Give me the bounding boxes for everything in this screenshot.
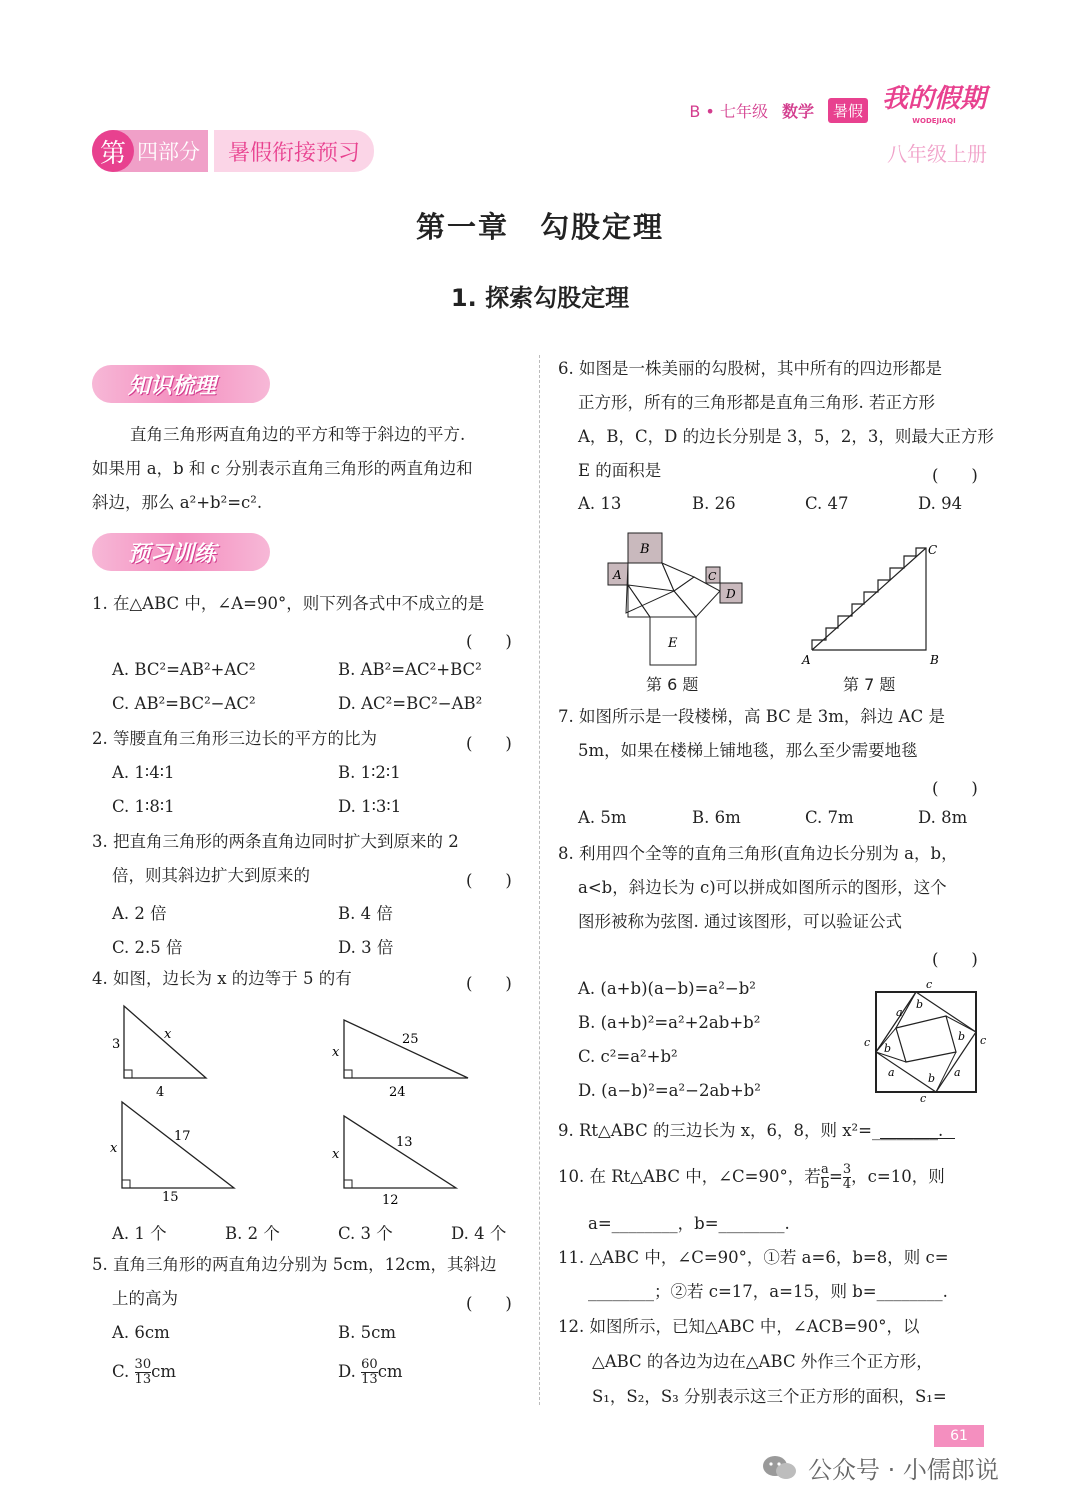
part-subtitle: 暑假衔接预习 <box>214 130 374 172</box>
q10-stem: 10. 在 Rt△ABC 中，∠C=90°，若 $\frac{a}{b}$ = $\frac{3}{4}$ ，c=10，则 <box>558 1162 945 1192</box>
part-label <box>92 130 208 172</box>
svg-text:E: E <box>668 636 678 651</box>
page-number: 61 <box>934 1425 984 1447</box>
svg-text:c: c <box>920 1092 927 1105</box>
q9-answer-blank[interactable] <box>880 1138 955 1139</box>
t3-side-c: 17 <box>174 1129 191 1144</box>
svg-text:D: D <box>726 587 736 601</box>
q6-caption: 第 6 题 <box>646 675 699 694</box>
knowledge-text-1: 直角三角形两直角边的平方和等于斜边的平方. <box>130 425 466 444</box>
q12-stem-1: 12. 如图所示，已知△ABC 中，∠ACB=90°，以 <box>558 1317 920 1336</box>
t2-side-c: 25 <box>402 1032 419 1047</box>
q3-option-a[interactable]: A. 2 倍 <box>112 904 167 923</box>
q3-option-b[interactable]: B. 4 倍 <box>338 904 393 923</box>
q10-line-2[interactable]: a=________，b=________. <box>588 1214 790 1233</box>
part-rest: 四部分 <box>137 140 200 164</box>
t3-side-a: x <box>110 1141 118 1156</box>
q2-stem: 2. 等腰直角三角形三边长的平方的比为 <box>92 729 377 748</box>
triangle-2 <box>332 1020 468 1100</box>
q11-stem-2[interactable]: ________；②若 c=17，a=15，则 b=________. <box>588 1282 948 1301</box>
svg-text:c: c <box>926 978 933 991</box>
part-big-char: 第 <box>92 130 134 172</box>
grade-label: B • 七年级 <box>689 101 768 121</box>
svg-text:c: c <box>980 1034 987 1047</box>
q7-stem-1: 7. 如图所示是一段楼梯，高 BC 是 3m，斜边 AC 是 <box>558 707 945 726</box>
q7-option-b[interactable]: B. 6m <box>692 808 741 827</box>
t4-side-c: 13 <box>396 1135 413 1150</box>
q2-option-b[interactable]: B. 1∶2∶1 <box>338 763 401 782</box>
q8-stem-3: 图形被称为弦图. 通过该图形，可以验证公式 <box>578 912 902 931</box>
q6-option-a[interactable]: A. 13 <box>578 494 622 513</box>
q6-stem-1: 6. 如图是一株美丽的勾股树，其中所有的四边形都是 <box>558 359 942 378</box>
svg-text:b: b <box>916 998 924 1011</box>
q7-caption: 第 7 题 <box>843 675 896 694</box>
q4-triangles-figure <box>100 1000 530 1215</box>
chapter-title: 第一章 勾股定理 <box>415 210 664 244</box>
triangle-3 <box>110 1102 234 1205</box>
svg-text:c: c <box>864 1036 871 1049</box>
q1-option-d[interactable]: D. AC²=BC²−AB² <box>338 694 483 713</box>
knowledge-text-2: 如果用 a，b 和 c 分别表示直角三角形的两直角边和 <box>92 459 473 478</box>
q6-option-c[interactable]: C. 47 <box>805 494 849 513</box>
pythagoras-tree-figure <box>600 525 760 670</box>
q9-stem: 9. Rt△ABC 的三边长为 x，6，8，则 x²=________. <box>558 1121 944 1140</box>
column-divider <box>539 355 540 1405</box>
triangle-1 <box>112 1006 206 1100</box>
q7-option-c[interactable]: C. 7m <box>805 808 854 827</box>
section-title: 1. 探索勾股定理 <box>450 284 630 312</box>
t3-side-b: 15 <box>162 1190 179 1205</box>
q1-option-a[interactable]: A. BC²=AB²+AC² <box>112 660 256 679</box>
q5-stem-2: 上的高为 <box>112 1289 178 1308</box>
svg-text:A: A <box>802 653 811 667</box>
knowledge-tag: 知识梳理 <box>92 365 270 403</box>
svg-text:B: B <box>640 542 650 557</box>
grade-right: 八年级上册 <box>887 142 987 166</box>
svg-text:A: A <box>613 568 622 582</box>
q8-stem-1: 8. 利用四个全等的直角三角形(直角边长分别为 a，b， <box>558 844 958 863</box>
svg-text:B: B <box>930 653 939 667</box>
q7-option-a[interactable]: A. 5m <box>578 808 627 827</box>
q1-answer-paren[interactable]: ( ) <box>466 632 512 651</box>
part-banner <box>92 130 374 172</box>
svg-text:C: C <box>928 543 938 557</box>
q6-option-b[interactable]: B. 26 <box>692 494 736 513</box>
chord-diagram-figure <box>860 978 990 1106</box>
svg-text:b: b <box>958 1030 966 1043</box>
wechat-icon <box>760 1453 800 1483</box>
vacation-badge: 暑假 <box>828 98 868 123</box>
q4-option-b[interactable]: B. 2 个 <box>225 1224 280 1243</box>
q1-stem: 1. 在△ABC 中，∠A=90°，则下列各式中不成立的是 <box>92 594 485 613</box>
watermark-text: 公众号 · 小儒郎说 <box>808 1456 999 1484</box>
q8-answer-paren[interactable]: ( ) <box>932 950 978 969</box>
q11-stem-1: 11. △ABC 中，∠C=90°，①若 a=6，b=8，则 c= <box>558 1248 949 1267</box>
q12-stem-3: S₁，S₂，S₃ 分别表示这三个正方形的面积，S₁= <box>592 1387 947 1406</box>
q7-option-d[interactable]: D. 8m <box>918 808 968 827</box>
q8-stem-2: a<b，斜边长为 c)可以拼成如图所示的图形，这个 <box>578 878 947 897</box>
q5-option-a[interactable]: A. 6cm <box>112 1323 170 1342</box>
svg-text:b: b <box>928 1072 936 1085</box>
q5-option-b[interactable]: B. 5cm <box>338 1323 396 1342</box>
q7-answer-paren[interactable]: ( ) <box>932 779 978 798</box>
q4-option-d[interactable]: D. 4 个 <box>451 1224 507 1243</box>
svg-text:a: a <box>954 1066 961 1079</box>
q6-option-d[interactable]: D. 94 <box>918 494 963 513</box>
watermark <box>760 1450 999 1485</box>
t2-side-a: x <box>332 1045 340 1060</box>
svg-text:a: a <box>896 1006 903 1019</box>
q1-option-b[interactable]: B. AB²=AC²+BC² <box>338 660 482 679</box>
q2-answer-paren[interactable]: ( ) <box>466 734 512 753</box>
t1-side-c: x <box>164 1027 172 1042</box>
q8-option-d[interactable]: D. (a−b)²=a²−2ab+b² <box>578 1081 761 1100</box>
q6-stem-3: A，B，C，D 的边长分别是 3，5，2，3，则最大正方形 <box>578 427 994 446</box>
q2-option-d[interactable]: D. 1∶3∶1 <box>338 797 402 816</box>
q8-option-c[interactable]: C. c²=a²+b² <box>578 1047 678 1066</box>
q2-option-a[interactable]: A. 1∶4∶1 <box>112 763 175 782</box>
q2-option-c[interactable]: C. 1∶8∶1 <box>112 797 175 816</box>
q4-option-c[interactable]: C. 3 个 <box>338 1224 393 1243</box>
q4-answer-paren[interactable]: ( ) <box>466 974 512 993</box>
t1-side-a: 3 <box>112 1037 121 1052</box>
q3-stem-2: 倍，则其斜边扩大到原来的 <box>112 866 310 885</box>
subject-label: 数学 <box>781 101 814 121</box>
q6-stem-2: 正方形，所有的三角形都是直角三角形. 若正方形 <box>578 393 935 412</box>
q1-option-c[interactable]: C. AB²=BC²−AC² <box>112 694 256 713</box>
svg-text:C: C <box>708 570 717 583</box>
q5-answer-paren[interactable]: ( ) <box>466 1294 512 1313</box>
triangle-4 <box>332 1116 456 1208</box>
q3-stem-1: 3. 把直角三角形的两条直角边同时扩大到原来的 2 <box>92 832 459 851</box>
q8-option-a[interactable]: A. (a+b)(a−b)=a²−b² <box>578 979 756 998</box>
t2-side-b: 24 <box>389 1085 406 1100</box>
q3-option-d[interactable]: D. 3 倍 <box>338 938 394 957</box>
q4-option-a[interactable]: A. 1 个 <box>112 1224 167 1243</box>
svg-text:b: b <box>884 1042 892 1055</box>
t4-side-b: 12 <box>382 1193 399 1208</box>
q6-stem-4: E 的面积是 <box>578 461 662 480</box>
q5-stem-1: 5. 直角三角形的两直角边分别为 5cm，12cm，其斜边 <box>92 1255 497 1274</box>
q6-answer-paren[interactable]: ( ) <box>932 466 978 485</box>
brand-logo: 我的假期 WODEJIAQI <box>881 84 986 125</box>
q5-option-d[interactable]: D. $\frac{60}{13}$ cm <box>338 1357 403 1387</box>
q3-option-c[interactable]: C. 2.5 倍 <box>112 938 183 957</box>
q7-stem-2: 5m，如果在楼梯上铺地毯，那么至少需要地毯 <box>578 741 918 760</box>
t4-side-a: x <box>332 1147 340 1162</box>
t1-side-b: 4 <box>156 1085 165 1100</box>
practice-tag: 预习训练 <box>92 533 270 571</box>
q3-answer-paren[interactable]: ( ) <box>466 871 512 890</box>
q5-option-c[interactable]: C. $\frac{30}{13}$ cm <box>112 1357 176 1387</box>
svg-text:a: a <box>888 1066 895 1079</box>
q12-stem-2: △ABC 的各边为边在△ABC 外作三个正方形， <box>592 1352 933 1371</box>
q8-option-b[interactable]: B. (a+b)²=a²+2ab+b² <box>578 1013 761 1032</box>
q4-stem: 4. 如图，边长为 x 的边等于 5 的有 <box>92 969 352 988</box>
page-header <box>689 84 986 132</box>
knowledge-text-3: 斜边，那么 a²+b²=c². <box>92 493 263 512</box>
staircase-figure <box>798 540 948 670</box>
